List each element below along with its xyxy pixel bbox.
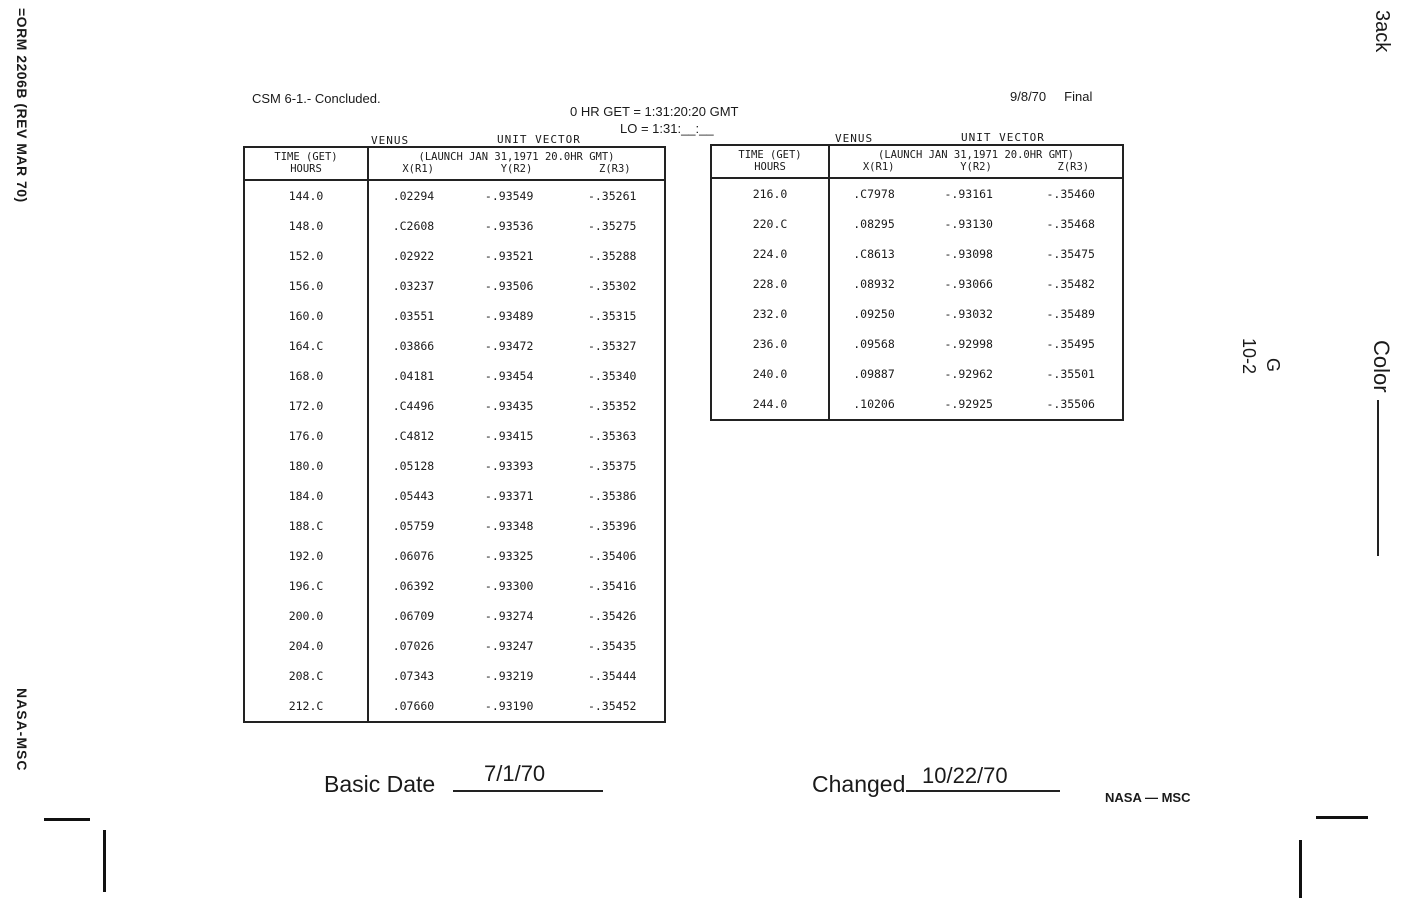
x-cell: .03237 [392, 279, 435, 293]
x-cell: .08295 [853, 217, 895, 231]
time-cell: 176.0 [244, 421, 368, 451]
x-cell: .C8613 [853, 247, 895, 261]
time-cell: 208.C [244, 661, 368, 691]
x-cell: .05128 [392, 459, 435, 473]
z-cell: -.35261 [587, 189, 637, 203]
time-cell: 236.0 [711, 329, 829, 359]
y-cell: -.93472 [484, 339, 534, 353]
nasa-msc-footer: NASA — MSC [1105, 790, 1191, 805]
x-cell: .05759 [392, 519, 435, 533]
x-cell: .06709 [392, 609, 435, 623]
y-cell: -.93371 [484, 489, 534, 503]
y-cell: -.93190 [484, 699, 534, 713]
time-cell: 156.0 [244, 271, 368, 301]
vector-header [368, 147, 665, 180]
time-cell: 240.0 [711, 359, 829, 389]
time-cell: 212.C [244, 691, 368, 722]
z-cell: -.35340 [587, 369, 637, 383]
y-header: Y(R2) [500, 163, 533, 175]
y-cell: -.92925 [944, 397, 993, 411]
x-cell: .06076 [392, 549, 435, 563]
y-cell: -.93549 [484, 189, 534, 203]
x-cell: .02294 [392, 189, 435, 203]
y-cell: -.93098 [944, 247, 993, 261]
y-cell: -.93247 [484, 639, 534, 653]
y-cell: -.93521 [484, 249, 534, 263]
time-cell: 228.0 [711, 269, 829, 299]
z-cell: -.35501 [1046, 367, 1095, 381]
x-cell: .02922 [392, 249, 435, 263]
color-rule [1377, 400, 1379, 556]
x-cell: .04181 [392, 369, 435, 383]
time-cell: 148.0 [244, 211, 368, 241]
y-cell: -.93032 [944, 307, 993, 321]
y-cell: -.93435 [484, 399, 534, 413]
time-cell: 244.0 [711, 389, 829, 420]
nasa-msc-margin-label: NASA-MSC [14, 688, 30, 772]
x-cell: .C2608 [392, 219, 435, 233]
table-row [244, 571, 665, 601]
time-cell: 204.0 [244, 631, 368, 661]
liftoff-time: LO = 1:31:__:__ [620, 121, 714, 136]
table-row [244, 271, 665, 301]
z-cell: -.35468 [1046, 217, 1095, 231]
table-row [711, 209, 1123, 239]
y-cell: -.92998 [944, 337, 993, 351]
x-header: X(R1) [402, 163, 434, 175]
z-cell: -.35416 [587, 579, 637, 593]
venus-table-right [710, 144, 1124, 421]
time-cell: 184.0 [244, 481, 368, 511]
z-cell: -.35452 [587, 699, 637, 713]
launch-header: (LAUNCH JAN 31,1971 20.0HR GMT) [878, 149, 1074, 161]
table-row [711, 178, 1123, 209]
table-row [711, 299, 1123, 329]
x-cell: .09250 [853, 307, 895, 321]
x-cell: .08932 [853, 277, 895, 291]
z-cell: -.35460 [1046, 187, 1095, 201]
time-cell: 144.0 [244, 180, 368, 211]
time-header-line2: HOURS [754, 161, 786, 173]
x-cell: .10206 [853, 397, 895, 411]
table-row [244, 180, 665, 211]
crop-mark-right-h [1316, 816, 1368, 819]
z-cell: -.35352 [587, 399, 637, 413]
z-header: Z(R3) [1057, 161, 1090, 173]
time-cell: 232.0 [711, 299, 829, 329]
time-cell: 200.0 [244, 601, 368, 631]
table-row [244, 691, 665, 722]
table-row [711, 239, 1123, 269]
revision-date: 9/8/70 [1010, 89, 1047, 104]
venus-caption-right: VENUS [835, 132, 874, 145]
y-cell: -.93348 [484, 519, 534, 533]
crop-mark-left-v [103, 830, 106, 892]
vector-header [829, 145, 1123, 178]
basic-date-rule [453, 790, 603, 792]
y-cell: -.93219 [484, 669, 534, 683]
table-row [244, 511, 665, 541]
y-cell: -.93489 [484, 309, 534, 323]
z-cell: -.35396 [587, 519, 637, 533]
table-row [711, 389, 1123, 420]
y-cell: -.93454 [484, 369, 534, 383]
x-cell: .07343 [392, 669, 435, 683]
revision-info [1010, 89, 1092, 104]
z-cell: -.35475 [1046, 247, 1095, 261]
venus-caption-left: VENUS [371, 134, 410, 147]
page-section: G [1263, 358, 1283, 373]
time-cell: 180.0 [244, 451, 368, 481]
time-cell: 196.C [244, 571, 368, 601]
unit-vector-caption-left: UNIT VECTOR [497, 133, 581, 146]
basic-date-value: 7/1/70 [484, 761, 546, 786]
z-cell: -.35489 [1046, 307, 1095, 321]
z-cell: -.35288 [587, 249, 637, 263]
back-label: 3ack [1371, 10, 1393, 53]
table-row [711, 269, 1123, 299]
y-cell: -.93130 [944, 217, 993, 231]
x-header: X(R1) [862, 161, 895, 173]
y-cell: -.93161 [944, 187, 993, 201]
table-row [244, 631, 665, 661]
table-row [244, 421, 665, 451]
z-cell: -.35275 [587, 219, 637, 233]
basic-date-label: Basic Date [324, 771, 436, 797]
z-cell: -.35302 [587, 279, 637, 293]
x-cell: .C7978 [853, 187, 895, 201]
time-cell: 220.C [711, 209, 829, 239]
table-row [244, 661, 665, 691]
table-row [244, 481, 665, 511]
z-cell: -.35506 [1046, 397, 1095, 411]
z-cell: -.35386 [587, 489, 637, 503]
x-cell: .05443 [392, 489, 435, 503]
crop-mark-right-v [1299, 840, 1302, 898]
zero-get: 0 HR GET = 1:31:20:20 GMT [570, 104, 739, 119]
changed-label: Changed [812, 771, 906, 797]
page-title: CSM 6-1.- Concluded. [252, 91, 381, 106]
changed-date-value: 10/22/70 [922, 763, 1008, 788]
table-row [244, 241, 665, 271]
table-row [244, 301, 665, 331]
y-cell: -.93300 [484, 579, 534, 593]
venus-table-left [243, 146, 666, 723]
time-cell: 172.0 [244, 391, 368, 421]
time-cell: 164.C [244, 331, 368, 361]
z-cell: -.35406 [587, 549, 637, 563]
z-cell: -.35482 [1046, 277, 1095, 291]
x-cell: .C4812 [392, 429, 435, 443]
time-header [711, 145, 829, 178]
time-header-line2: HOURS [290, 163, 322, 175]
crop-mark-left-h [44, 818, 90, 821]
y-cell: -.93325 [484, 549, 534, 563]
time-cell: 224.0 [711, 239, 829, 269]
y-cell: -.92962 [944, 367, 993, 381]
x-cell: .07026 [392, 639, 435, 653]
time-cell: 216.0 [711, 178, 829, 209]
table-row [244, 361, 665, 391]
unit-vector-caption-right: UNIT VECTOR [961, 131, 1045, 144]
table-row [711, 359, 1123, 389]
z-cell: -.35435 [587, 639, 637, 653]
y-cell: -.93393 [484, 459, 534, 473]
y-cell: -.93536 [484, 219, 534, 233]
z-cell: -.35363 [587, 429, 637, 443]
y-header: Y(R2) [960, 161, 992, 173]
table-row [244, 391, 665, 421]
changed-date-rule [906, 790, 1060, 792]
y-cell: -.93274 [484, 609, 534, 623]
z-cell: -.35315 [587, 309, 637, 323]
page-number: 10-2 [1239, 338, 1259, 375]
z-cell: -.35375 [587, 459, 637, 473]
y-cell: -.93066 [944, 277, 993, 291]
x-cell: .03866 [392, 339, 435, 353]
table-row [244, 601, 665, 631]
x-cell: .07660 [392, 699, 435, 713]
z-cell: -.35426 [587, 609, 637, 623]
table-row [244, 451, 665, 481]
time-header-line1: TIME (GET) [738, 149, 802, 161]
x-cell: .09568 [853, 337, 895, 351]
y-cell: -.93415 [484, 429, 534, 443]
x-cell: .09887 [853, 367, 895, 381]
y-cell: -.93506 [484, 279, 534, 293]
time-cell: 192.0 [244, 541, 368, 571]
z-header: Z(R3) [599, 163, 631, 175]
table-row [244, 541, 665, 571]
x-cell: .C4496 [392, 399, 435, 413]
color-label: Color [1369, 340, 1394, 393]
x-cell: .06392 [392, 579, 435, 593]
z-cell: -.35327 [587, 339, 637, 353]
table-row [711, 329, 1123, 359]
time-cell: 160.0 [244, 301, 368, 331]
time-cell: 152.0 [244, 241, 368, 271]
x-cell: .03551 [392, 309, 435, 323]
form-code: =ORM 2206B (REV MAR 70) [14, 8, 30, 203]
z-cell: -.35444 [587, 669, 637, 683]
time-cell: 188.C [244, 511, 368, 541]
time-header-line1: TIME (GET) [274, 151, 338, 163]
time-cell: 168.0 [244, 361, 368, 391]
table-row [244, 331, 665, 361]
table-row [244, 211, 665, 241]
time-header [244, 147, 368, 180]
launch-header: (LAUNCH JAN 31,1971 20.0HR GMT) [418, 151, 615, 163]
revision-status: Final [1064, 89, 1093, 104]
z-cell: -.35495 [1046, 337, 1095, 351]
